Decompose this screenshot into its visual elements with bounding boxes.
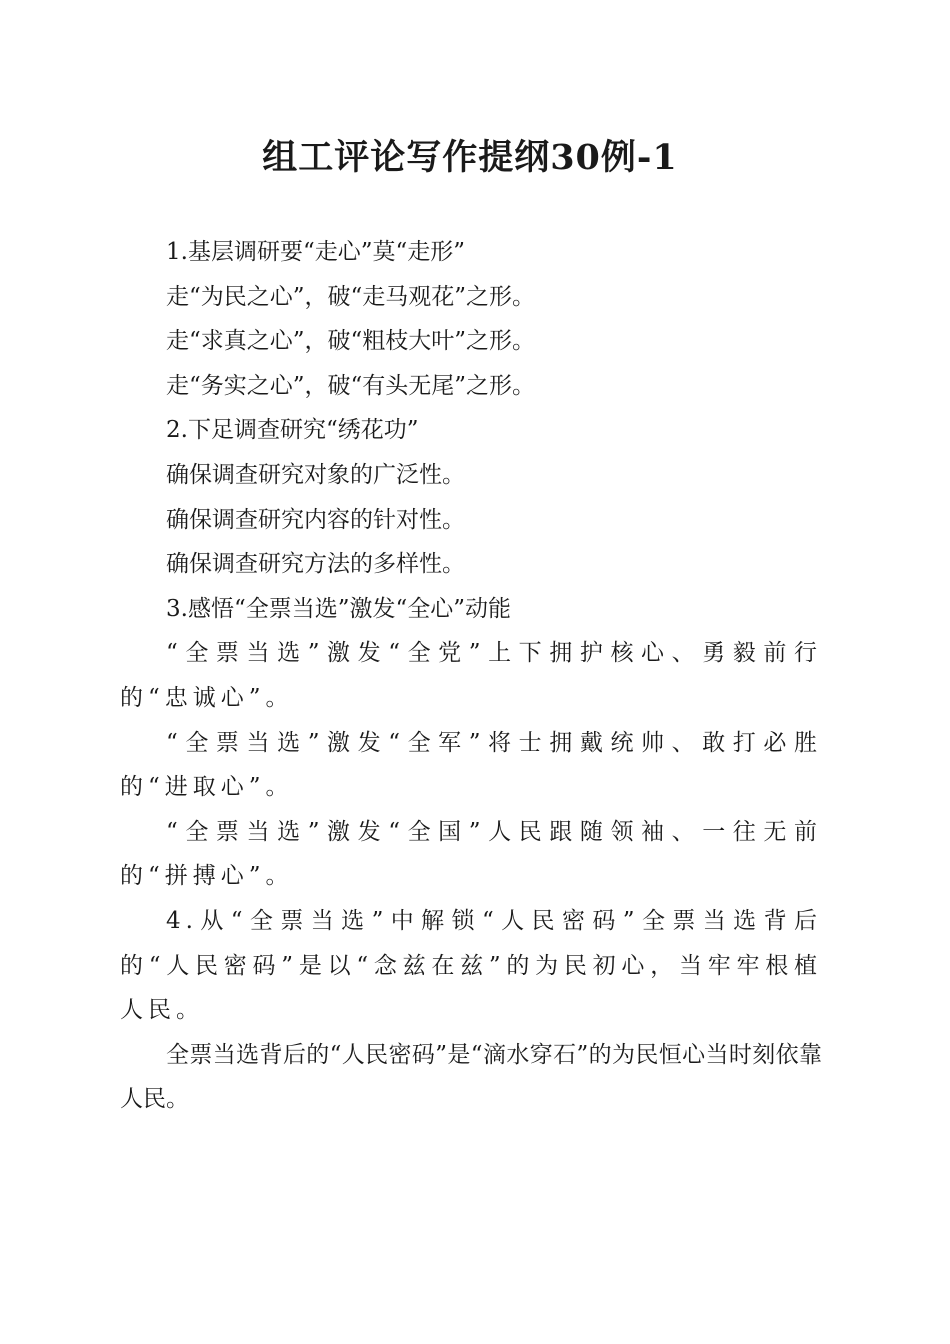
paragraph: 全票当选背后的“人民密码”是“滴水穿石”的为民恒心当时刻依靠人民。 — [120, 1041, 822, 1113]
section-heading-2: 2.下足调查研究“绣花功” — [166, 417, 419, 444]
document-body — [120, 230, 822, 1122]
paragraph: “全票当选”激发“全国”人民跟随领袖、一往无前的“拼搏心”。 — [120, 818, 822, 890]
section-heading-3: 3.感悟“全票当选”激发“全心”动能 — [166, 595, 511, 622]
paragraph: “全票当选”激发“全军”将士拥戴统帅、敢打必胜的“进取心”。 — [120, 729, 822, 801]
paragraph: “全票当选”激发“全党”上下拥护核心、勇毅前行的“忠诚心”。 — [120, 640, 822, 711]
section-heading-4: 4.从“全票当选”中解锁“人民密码”全票当选背后的“人民密码”是以“念兹在兹”的为民初心，当牢牢根植人民。 — [120, 907, 822, 1024]
paragraph: 走“为民之心”，破“走马观花”之形。 — [166, 283, 536, 310]
paragraph: 确保调查研究方法的多样性。 — [166, 551, 465, 578]
paragraph: 走“务实之心”，破“有头无尾”之形。 — [166, 372, 536, 399]
document-title: 组工评论写作提纲30例-1 — [262, 137, 678, 178]
paragraph: 确保调查研究内容的针对性。 — [166, 506, 465, 533]
paragraph: 走“求真之心”，破“粗枝大叶”之形。 — [166, 328, 536, 355]
paragraph: 确保调查研究对象的广泛性。 — [166, 461, 465, 488]
section-heading-1: 1.基层调研要“走心”莫“走形” — [166, 239, 465, 265]
